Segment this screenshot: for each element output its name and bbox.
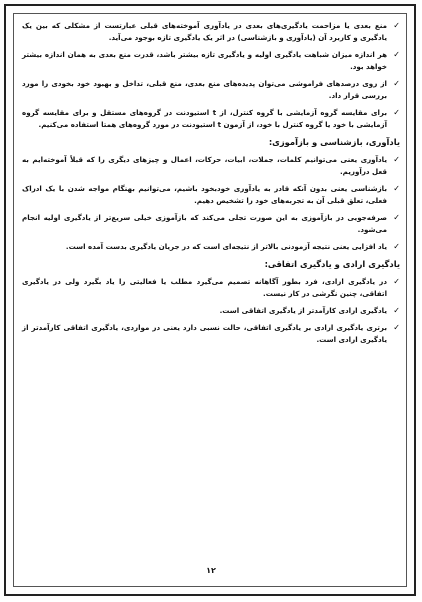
page-number: ۱۲	[206, 566, 216, 575]
check-icon: ✓	[393, 277, 400, 286]
check-icon: ✓	[393, 213, 400, 222]
check-icon: ✓	[393, 79, 400, 88]
list-item-text: برای مقایسه گروه آزمایشی با گروه کنترل، از t استیودنت در گروه‌های مستقل و برای مقایسه گروه آزمایشی با خود یا گروه کنترل با خود، از آزمون t استیودنت در مورد گروه‌های همتا استفاده می‌کنیم.	[22, 108, 387, 129]
check-icon: ✓	[393, 108, 400, 117]
list-item	[22, 241, 400, 253]
list-item	[22, 49, 400, 73]
section-heading: یادآوری، بازشناسی و بازآموزی:	[268, 137, 400, 147]
list-item	[22, 78, 400, 102]
section-intentional-incidental	[22, 258, 400, 346]
check-icon: ✓	[393, 323, 400, 332]
list-item	[22, 212, 400, 236]
check-icon: ✓	[393, 50, 400, 59]
page-content	[22, 20, 400, 351]
section-recall-recognition	[22, 136, 400, 253]
check-icon: ✓	[393, 21, 400, 30]
list-item-text: از روی درصدهای فراموشی می‌توان پدیده‌های منع بعدی، منع قبلی، تداخل و بهبود خود بخودی را مورد بررسی قرار داد.	[22, 79, 387, 100]
list-item-text: برتری یادگیری ارادی بر یادگیری اتفاقی، حالت نسبی دارد یعنی در مواردی، یادگیری اتفاقی کارآمدتر از یادگیری ارادی است.	[22, 323, 387, 344]
check-icon: ✓	[393, 184, 400, 193]
list-item	[22, 322, 400, 346]
list-item-text: منع بعدی یا مزاحمت یادگیری‌های بعدی در یادآوری آموخته‌های قبلی عبارتست از مشکلی که بین یک یادگیری و کاربرد آن (یادآوری و بازشناسی) در اثر یک یادگیری تازه بوجود می‌آید.	[22, 21, 387, 42]
list-item-text: بازشناسی یعنی بدون آنکه قادر به یادآوری خودبخود باشیم، می‌توانیم بهنگام مواجه شدن با یک ادراک فعلی، تعلق قبلی آن به تجربه‌های خود را تشخیص دهیم.	[22, 184, 387, 205]
list-item-text: یادآوری یعنی می‌توانیم کلمات، جملات، ابیات، حرکات، اعمال و چیزهای دیگری را که قبلاً آموخته‌ایم به قعل درآوریم.	[22, 155, 387, 176]
list-item	[22, 107, 400, 131]
list-item	[22, 20, 400, 44]
section-heading: یادگیری ارادی و یادگیری اتفاقی:	[264, 259, 400, 269]
list-item	[22, 154, 400, 178]
list-item	[22, 305, 400, 317]
check-icon: ✓	[393, 306, 400, 315]
list-item-text: صرفه‌جویی در بازآموزی به این صورت تجلی می‌کند که بازآموزی خیلی سریع‌تر از یادگیری اولیه انجام می‌شود.	[22, 213, 387, 234]
list-item-text: یادگیری ارادی کارآمدتر از یادگیری اتفاقی است.	[219, 306, 387, 315]
list-item-text: یاد افزایی یعنی نتیجه آزمودنی بالاتر از نتیجه‌ای است که در جریان یادگیری بدست آمده است.	[65, 242, 387, 251]
section-interference	[22, 20, 400, 131]
check-icon: ✓	[393, 155, 400, 164]
list-item	[22, 276, 400, 300]
list-item	[22, 183, 400, 207]
list-item-text: در یادگیری ارادی، فرد بطور آگاهانه تصمیم می‌گیرد مطلب یا فعالیتی را یاد بگیرد ولی در یادگیری اتفاقی، چنین نگرشی در کار نیست.	[22, 277, 387, 298]
check-icon: ✓	[393, 242, 400, 251]
list-item-text: هر اندازه میزان شباهت یادگیری اولیه و یادگیری تازه بیشتر باشد، قدرت منع بعدی به همان اندازه بیشتر خواهد بود.	[22, 50, 387, 71]
